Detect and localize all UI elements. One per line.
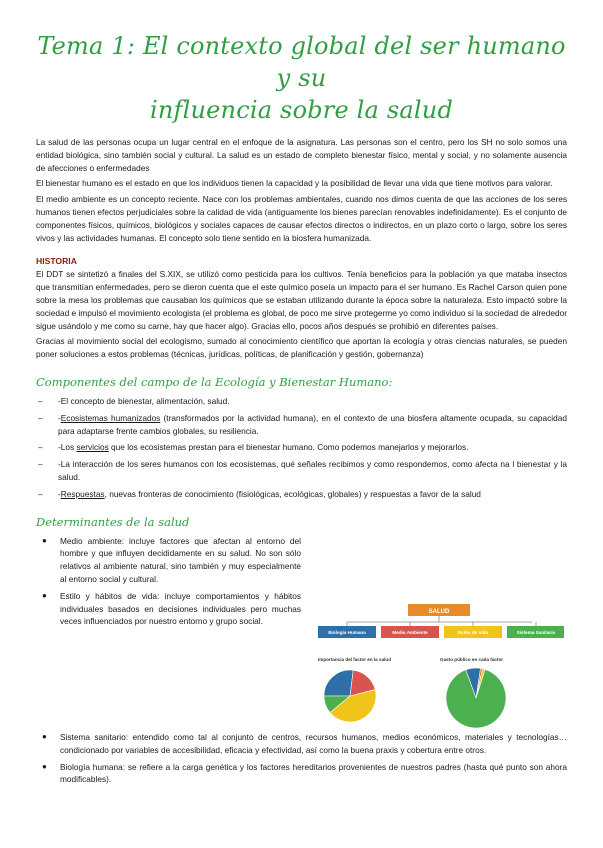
intro-paragraph: El medio ambiente es un concepto reciente. Nace con los problemas ambientales, cuando nos dimos cuenta de que las acciones de los seres humanos tienen efectos perjudiciales sobre la calidad de vida (antiguamente los bienes parecían renovables indefinidamente). Es el conjunto de componentes físicos, químicos, biológicos y sociales capaces de causar efectos directos o indirectos, en un plazo corto o largo, sobre los seres vivos y las actividades humanas. El concepto solo tiene sentido en la biosfera humanizada. <box>36 194 567 243</box>
title-line-1: Tema 1: El contexto global del ser humano y su <box>37 32 566 92</box>
title-line-2: influencia sobre la salud <box>149 96 454 124</box>
respuestas-term: Respuestas <box>60 488 105 499</box>
list-item: – -Respuestas, nuevas fronteras de conocimiento (fisiológicas, ecológicas, globales) y respuestas a favor de la salud <box>38 488 481 499</box>
factor-box-label: Estilo de Vida <box>457 630 489 635</box>
determinantes-heading: Determinantes de la salud <box>36 514 190 529</box>
pie1-title: Importancia del factor en la salud <box>318 657 392 662</box>
list-item: ● Biología humana: se refiere a la carga genética y los factores hereditarios provenientes de nuestros padres (hasta qué punto son ahora modificables). <box>42 761 567 785</box>
historia-heading: HISTORIA <box>36 256 77 267</box>
intro-paragraph: El bienestar humano es el estado en que los individuos tienen la capacidad y la posibilidad de llevar una vida que tiene motivos para valorar. <box>36 178 553 189</box>
factor-box-label: Biología Humana <box>328 630 366 635</box>
pie2-title: Gasto público en cada factor <box>440 657 504 662</box>
pie-slice <box>324 670 353 696</box>
componentes-heading: Componentes del campo de la Ecología y Bienestar Humano: <box>36 374 393 389</box>
list-item: – -Los servicios que los ecosistemas prestan para el bienestar humano. Como podemos manejarlos y mejorarlos. <box>38 442 469 453</box>
salud-determinants-figure <box>314 600 564 728</box>
list-item: ● Medio ambiente: incluye factores que afectan al entorno del hombre y que influyen decididamente en su salud. No son sólo relativos al ambiente natural, sino también y muy especialmente al entorno social y cultural. <box>42 535 301 584</box>
list-item: – -Ecosistemas humanizados (transformados por la actividad humana), en el contexto de una biosfera altamente ocupada, su capacidad para adaptarse frente cambios globales, su resiliencia. <box>38 412 567 436</box>
list-item: ● Sistema sanitario: entendido como tal al conjunto de centros, recursos humanos, medios económicos, materiales y tecnologías…condicionado por variables de accesibilidad, eficacia y efectividad, así como la buena praxis y cobertura entre otros. <box>42 732 567 755</box>
factor-box-label: Medio Ambiente <box>392 630 428 635</box>
list-item: ● Estilo y hábitos de vida: incluye comportamientos y hábitos individuales basados en decisiones individuales pero muchas veces influenciados por nuestro entorno y grupo social. <box>42 590 302 627</box>
historia-paragraph: Gracias al movimiento social del ecologismo, sumado al conocimiento científico que aportan la ecología y otras ciencias naturales, se pueden poner soluciones a estos problemas (técnicas, jurídicas, políticas, de planificación y gestión, gobernanza) <box>36 336 567 360</box>
list-item: – -El concepto de bienestar, alimentación, salud. <box>38 395 230 406</box>
salud-root-label: SALUD <box>428 609 450 615</box>
ecosistemas-term: Ecosistemas humanizados <box>60 412 161 423</box>
factor-box-label: Sistema Sanitario <box>516 630 556 635</box>
servicios-term: servicios <box>76 442 109 453</box>
componentes-list <box>36 395 567 501</box>
determinantes-list-continued <box>36 731 567 790</box>
intro-paragraph: La salud de las personas ocupa un lugar central en el enfoque de la asignatura. Las personas son el centro, pero los SH no solo somos una entidad biológica, sino también social y cultural. La salud es un estado de completo bienestar físico, mental y social, y no solamente ausencia de afecciones o enfermedades <box>36 137 567 173</box>
determinantes-list <box>36 535 301 629</box>
figure-svg <box>314 600 564 728</box>
historia-paragraph: El DDT se sintetizó a finales del S.XIX, se utilizó como pesticida para los cultivos. Tenía beneficios para la población ya que mataba insectos que transmitían enfermedades, pero se dieron cuenta que el este químico poseía un impacto para el ser humano. Es Rachel Carson quien pone sobre la mesa los problemas que causaban los químicos que se estaban utilizando durante la época sobre la naturaleza. Esto impactó sobre la sociedad e impulsó el movimiento ecologista (el problema es global, de poco me sirve protegerme yo como individuo si la sociedad de alrededor sigue usándolo y me como su carne, hay que hacer algo). Gracias ello, pocos años después se prohibió en diferentes países. <box>36 269 567 331</box>
list-item: – -La interacción de los seres humanos con los ecosistemas, qué señales recibimos y como respondemos, como afecta na l bienestar y la salud. <box>38 459 567 482</box>
page-title <box>36 30 567 126</box>
